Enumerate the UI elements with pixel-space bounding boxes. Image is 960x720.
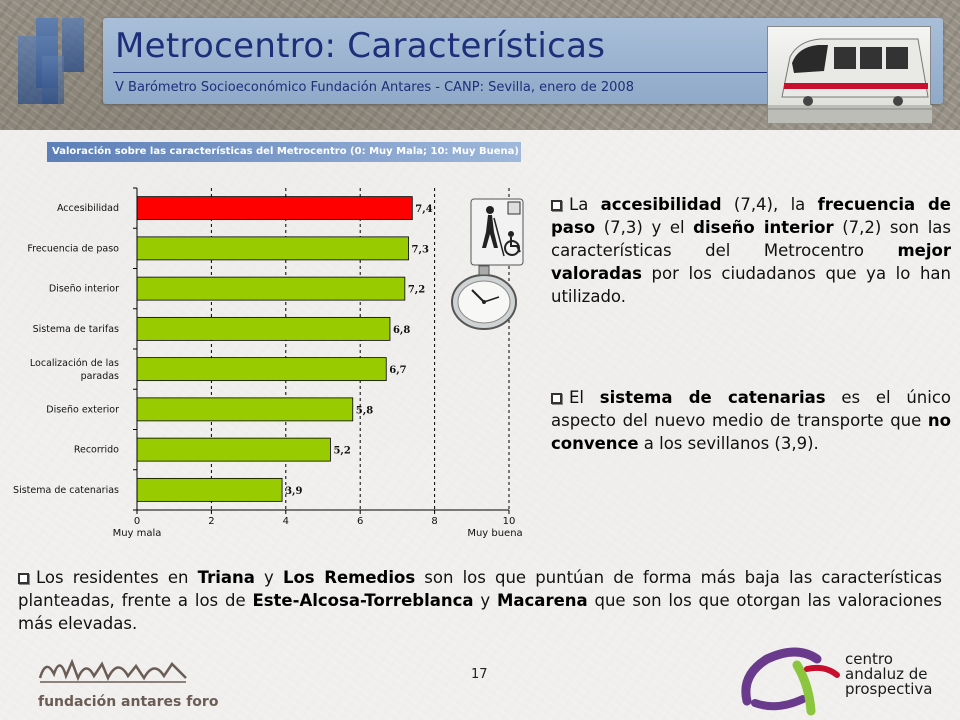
category-label: Accesibilidad (56, 203, 119, 215)
checkbox-bullet-icon (551, 393, 562, 404)
x-tick-label: 8 (431, 516, 438, 527)
chart-title-banner: Valoración sobre las características del Metrocentro (0: Muy Mala; 10: Muy Buena) (47, 142, 521, 162)
category-label: paradas (80, 371, 119, 383)
data-label: 7,4 (415, 204, 433, 216)
category-label: Diseño exterior (46, 404, 119, 416)
x-tick-label: 2 (208, 516, 215, 527)
category-label: Diseño interior (48, 283, 119, 295)
data-label: 7,3 (411, 244, 429, 256)
centro-andaluz-text: centro andaluz de prospectiva (845, 650, 933, 698)
category-label: Sistema de tarifas (32, 323, 119, 335)
category-label: Recorrido (73, 444, 119, 456)
x-max-label: Muy buena (467, 528, 523, 539)
bar (137, 197, 412, 220)
bar (137, 358, 386, 381)
bar (137, 478, 282, 501)
paragraph-residents: Los residentes en Triana y Los Remedios son los que puntúan de forma más baja las características planteadas, frente a los de Este-Alcosa-Torreblanca y Macarena que son los que otorgan las valoraciones más elevadas. (18, 568, 942, 633)
data-label: 5,2 (333, 445, 351, 457)
page-title: Metrocentro: Características (115, 26, 606, 66)
title-divider (113, 72, 773, 73)
x-tick-label: 4 (282, 516, 289, 527)
fundacion-antares-text: fundación antares foro (38, 694, 219, 710)
x-min-label: Muy mala (112, 528, 162, 539)
page-subtitle: V Barómetro Socioeconómico Fundación Antares - CANP: Sevilla, enero de 2008 (115, 80, 634, 95)
x-tick-label: 0 (133, 516, 141, 527)
x-tick-label: 6 (357, 516, 364, 527)
data-label: 7,2 (407, 284, 426, 296)
paragraph-top-findings: La accesibilidad (7,4), la frecuencia de paso (7,3) y el diseño interior (7,2) son las características del Metrocentro mejor valoradas por los ciudadanos que ya lo han utilizado. (551, 195, 951, 306)
bar (137, 237, 409, 260)
bar (137, 438, 330, 461)
category-label: Sistema de catenarias (13, 484, 119, 496)
page-number: 17 (471, 667, 488, 682)
accessibility-icon (470, 198, 524, 266)
ratings-bar-chart (0, 165, 540, 545)
tram-image (767, 26, 931, 122)
bar (137, 277, 405, 300)
category-label: Frecuencia de paso (27, 243, 119, 255)
header-logo-blocks (18, 18, 98, 104)
paragraph-catenarias: El sistema de catenarias es el único aspecto del nuevo medio de transporte que no convence a los sevillanos (3,9). (551, 388, 951, 453)
stopwatch-icon (447, 262, 521, 332)
data-label: 6,7 (389, 365, 407, 377)
bar (137, 317, 390, 340)
data-label: 6,8 (392, 324, 411, 336)
bar (137, 398, 353, 421)
data-label: 5,8 (355, 405, 374, 417)
checkbox-bullet-icon (551, 200, 562, 211)
x-tick-label: 10 (502, 516, 516, 527)
fundacion-antares-logo (36, 648, 219, 714)
category-label: Localización de las (29, 358, 119, 370)
data-label: 3,9 (285, 485, 303, 497)
checkbox-bullet-icon (18, 573, 29, 584)
